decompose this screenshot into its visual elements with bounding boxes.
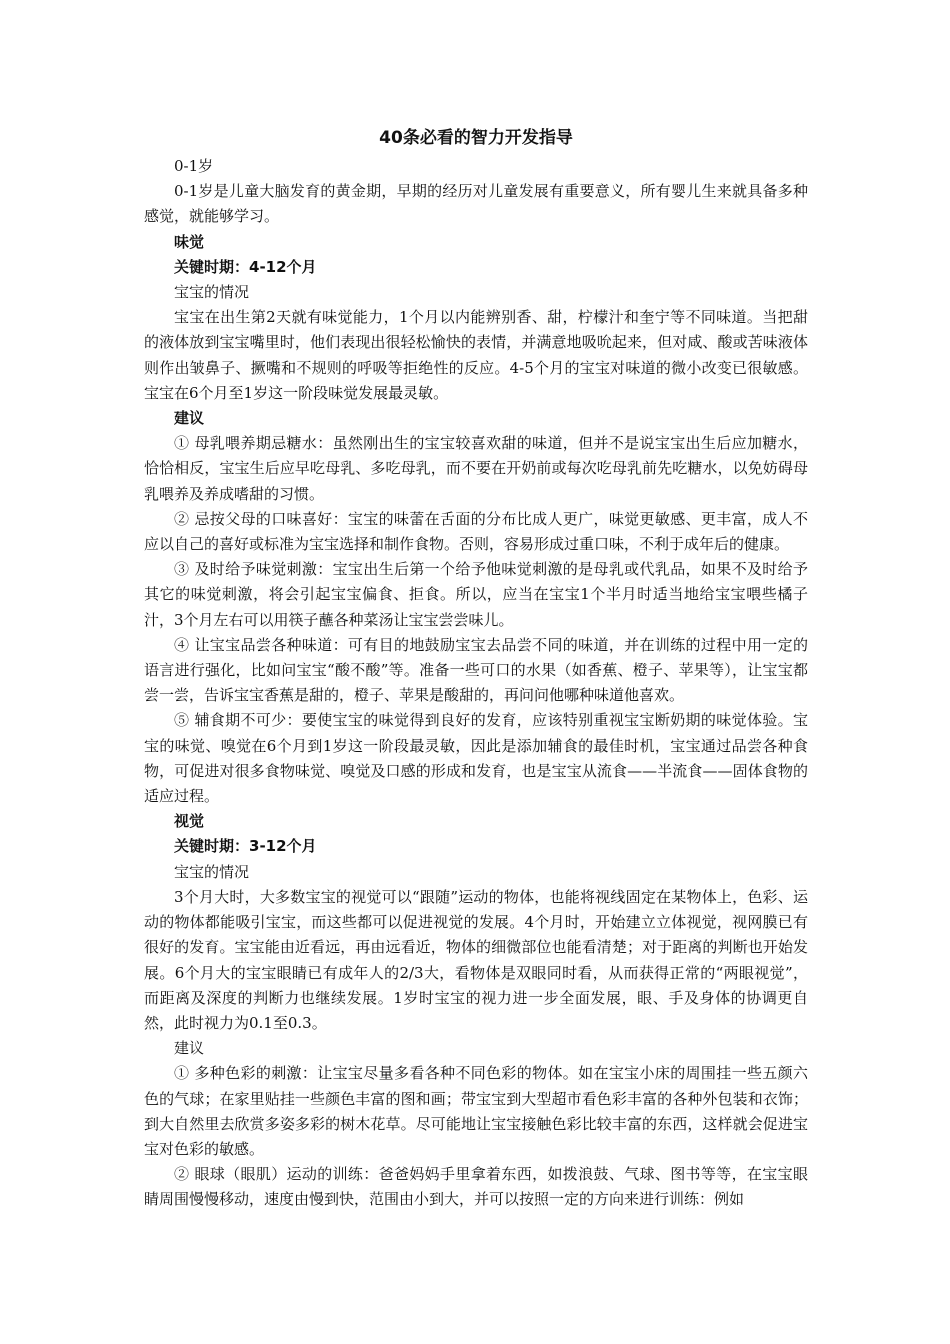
taste-advice-4: ④ 让宝宝品尝各种味道：可有目的地鼓励宝宝去品尝不同的味道，并在训练的过程中用一定的语言进行强化，比如问宝宝“酸不酸”等。准备一些可口的水果（如香蕉、橙子、苹果等），让宝宝都尝一尝，告诉宝宝香蕉是甜的，橙子、苹果是酸甜的，再问问他哪种味道他喜欢。 (144, 635, 808, 705)
taste-advice-2: ② 忌按父母的口味喜好：宝宝的味蕾在舌面的分布比成人更广，味觉更敏感、更丰富，成人不应以自己的喜好或标准为宝宝选择和制作食物。否则，容易形成过重口味，不利于成年后的健康。 (144, 509, 808, 554)
vision-situation: 3个月大时，大多数宝宝的视觉可以“跟随”运动的物体，也能将视线固定在某物体上，色彩、运动的物体都能吸引宝宝，而这些都可以促进视觉的发展。4个月时，开始建立立体视觉，视网膜已有很好的发育。宝宝能由近看远，再由远看近，物体的细微部位也能看清楚；对于距离的判断也开始发展。6个月大的宝宝眼睛已有成年人的2/3大，看物体是双眼同时看，从而获得正常的“两眼视觉”，而距离及深度的判断力也继续发展。1岁时宝宝的视力进一步全面发展，眼、手及身体的协调更自然，此时视力为0.1至0.3。 (144, 887, 808, 1032)
taste-advice-label: 建议 (174, 409, 205, 428)
taste-advice-3: ③ 及时给予味觉刺激：宝宝出生后第一个给予他味觉刺激的是母乳或代乳品，如果不及时给予其它的味觉刺激，将会引起宝宝偏食、拒食。所以，应当在宝宝1个半月时适当地给宝宝喂些橘子汁，3个月左右可以用筷子蘸各种菜汤让宝宝尝尝味儿。 (144, 560, 808, 629)
document-title: 40条必看的智力开发指导 (379, 128, 573, 148)
vision-advice-label: 建议 (174, 1039, 205, 1058)
vision-advice-1: ① 多种色彩的刺激：让宝宝尽量多看各种不同色彩的物体。如在宝宝小床的周围挂一些五颜六色的气球；在家里贴挂一些颜色丰富的图和画；带宝宝到大型超市看色彩丰富的各种外包装和衣饰；到大自然里去欣赏多姿多彩的树木花草。尽可能地让宝宝接触色彩比较丰富的东西，这样就会促进宝宝对色彩的敏感。 (144, 1064, 808, 1158)
taste-heading: 味觉 (174, 232, 205, 251)
document-page (144, 120, 808, 1213)
vision-critical-period: 关键时期：3-12个月 (174, 837, 317, 856)
taste-situation-label: 宝宝的情况 (174, 283, 250, 302)
taste-situation: 宝宝在出生第2天就有味觉能力，1个月以内能辨别香、甜，柠檬汁和奎宁等不同味道。当把甜的液体放到宝宝嘴里时，他们表现出很轻松愉快的表情，并满意地吸吮起来，但对咸、酸或苦味液体则作出皱鼻子、撅嘴和不规则的呼吸等拒绝性的反应。4-5个月的宝宝对味道的微小改变已很敏感。宝宝在6个月至1岁这一阶段味觉发展最灵敏。 (144, 308, 808, 402)
age-range: 0-1岁 (174, 157, 214, 175)
intro-paragraph: 0-1岁是儿童大脑发育的黄金期，早期的经历对儿童发展有重要意义，所有婴儿生来就具备多种感觉，就能够学习。 (144, 182, 808, 226)
vision-advice-2: ② 眼球（眼肌）运动的训练：爸爸妈妈手里拿着东西，如拨浪鼓、气球、图书等等，在宝宝眼睛周围慢慢移动，速度由慢到快，范围由小到大，并可以按照一定的方向来进行训练：例如 (144, 1165, 808, 1209)
taste-advice-1: ① 母乳喂养期忌糖水：虽然刚出生的宝宝较喜欢甜的味道，但并不是说宝宝出生后应加糖水，恰恰相反，宝宝生后应早吃母乳、多吃母乳，而不要在开奶前或每次吃母乳前先吃糖水，以免妨碍母乳喂养及养成嗜甜的习惯。 (144, 434, 808, 503)
vision-situation-label: 宝宝的情况 (174, 862, 250, 881)
vision-heading: 视觉 (174, 812, 205, 831)
taste-advice-5: ⑤ 辅食期不可少：要使宝宝的味觉得到良好的发育，应该特别重视宝宝断奶期的味觉体验。宝宝的味觉、嗅觉在6个月到1岁这一阶段最灵敏，因此是添加辅食的最佳时机，宝宝通过品尝各种食物，可促进对很多食物味觉、嗅觉及口感的形成和发育，也是宝宝从流食——半流食——固体食物的适应过程。 (144, 711, 808, 806)
taste-critical-period: 关键时期：4-12个月 (174, 257, 317, 276)
